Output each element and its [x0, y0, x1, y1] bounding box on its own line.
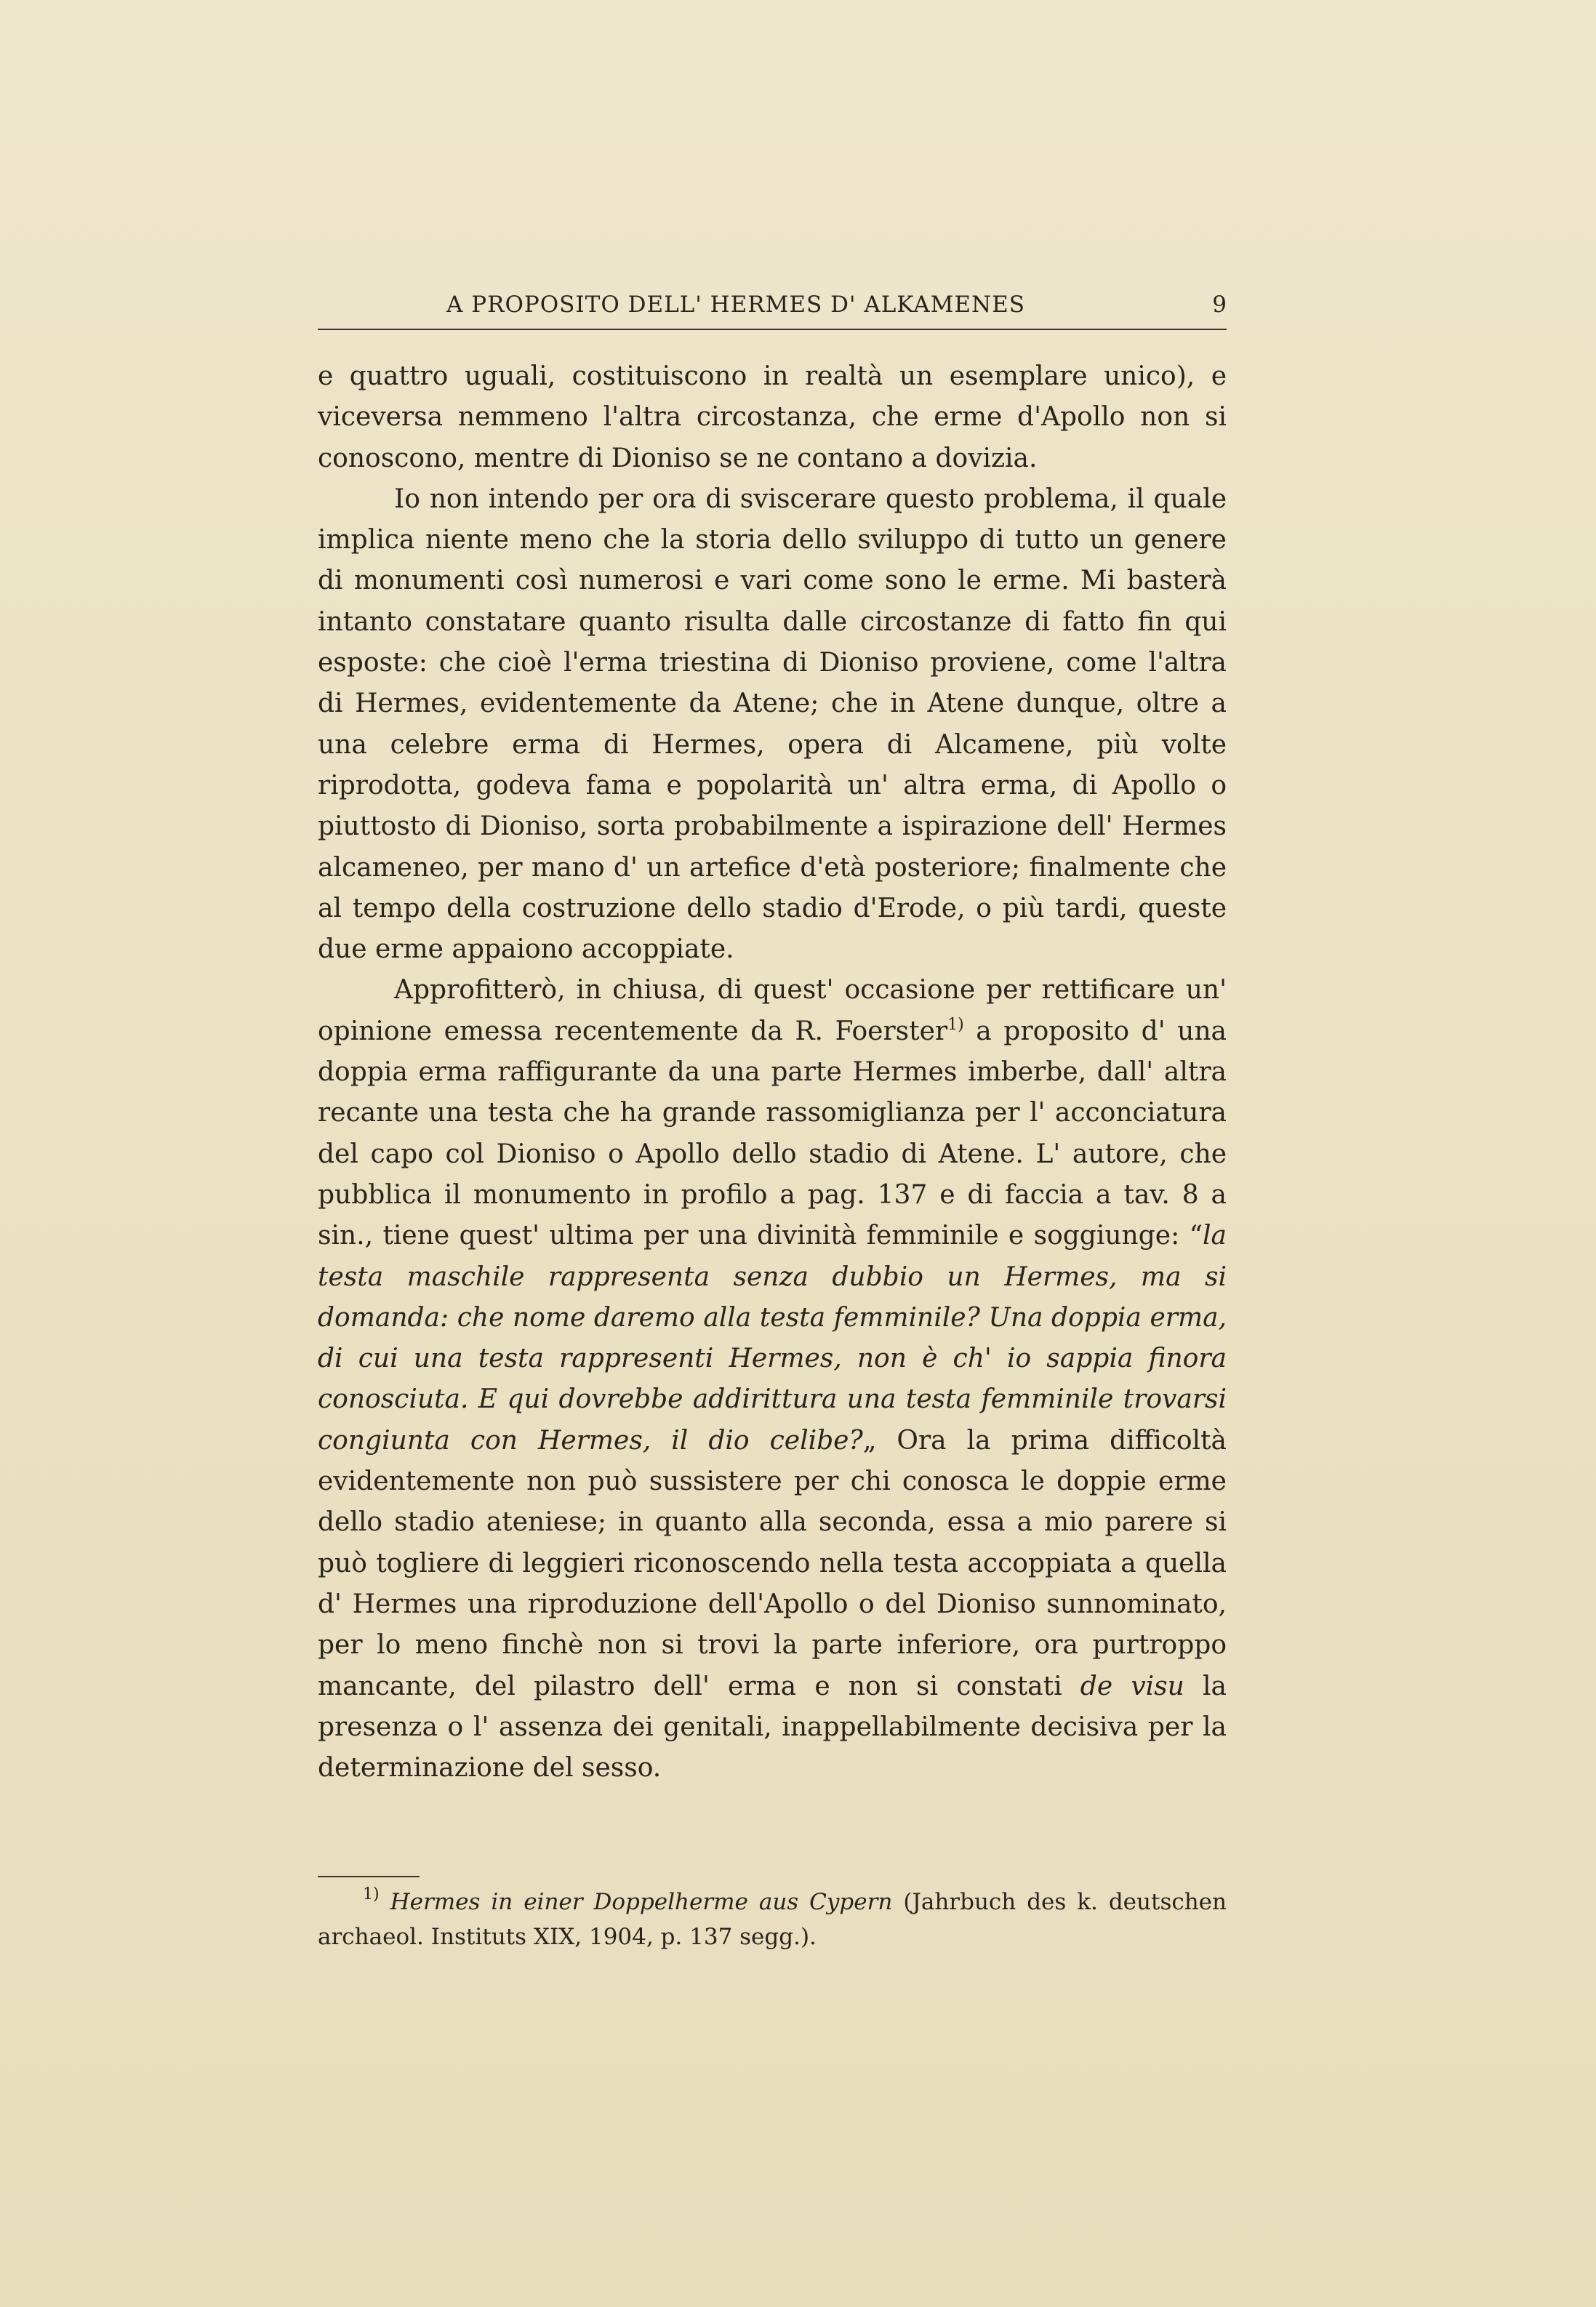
footnote-title: Hermes in einer Doppelherme aus Cypern	[390, 1889, 893, 1915]
body-text	[318, 356, 1227, 1789]
page-number: 9	[1212, 292, 1227, 318]
paragraph-1: e quattro uguali, costituiscono in realtà un esemplare unico), e viceversa nemmeno l'altra circostanza, che erme d'Apollo non si conoscono, mentre di Dioniso se ne contano a dovizia.	[318, 361, 1227, 473]
footnote-rule	[318, 1876, 420, 1877]
footnote-reference: 1)	[947, 1015, 964, 1034]
footnote-citation: (Jahrbuch des k. deutschen archaeol. Instituts XIX, 1904, p. 137 segg.).	[318, 1889, 1227, 1950]
paragraph-3	[318, 970, 1227, 1789]
footnote-marker: 1)	[363, 1885, 380, 1903]
paragraph-3-part-d: la presenza o l' assenza dei genitali, inappellabilmente decisiva per la determinazione del sesso.	[318, 1671, 1227, 1784]
running-title: A PROPOSITO DELL' HERMES D' ALKAMENES	[446, 292, 1025, 318]
paragraph-3-part-b: a proposito d' una doppia erma raffigurante da una parte Hermes imberbe, dall' altra recante una testa che ha grande rassomiglianza per l' acconciatura del capo col Dioniso o Apollo dello stadio di Atene. L' autore, che pubblica il monumento in profilo a pag. 137 e di faccia a tav. 8 a sin., tiene quest' ultima per una divinità femminile e soggiunge: “	[318, 1016, 1227, 1251]
paragraph-3-part-a: Approfitterò, in chiusa, di quest' occasione per rettificare un' opinione emessa recentemente da R. Foerster	[318, 975, 1227, 1046]
paragraph-3-part-c: „ Ora la prima difficoltà evidentemente non può sussistere per chi conosca le doppie erme dello stadio ateniese; in quanto alla seconda, essa a mio parere si può togliere di leggieri riconoscendo nella testa accoppiata a quella d' Hermes una riproduzione dell'Apollo o del Dioniso sunnominato, per lo meno finchè non si trovi la parte inferiore, ora purtroppo mancante, del pilastro dell' erma e non si constati	[318, 1425, 1227, 1701]
footnote	[318, 1885, 1227, 1954]
foerster-quotation: la testa maschile rappresenta senza dubbio un Hermes, ma si domanda: che nome daremo alla testa femminile? Una doppia erma, di cui una testa rappresenti Hermes, non è ch' io sappia finora conosciuta. E qui dovrebbe addirittura una testa femminile trovarsi congiunta con Hermes, il dio celibe?	[318, 1221, 1227, 1456]
header-rule	[318, 329, 1227, 330]
paragraph-2: Io non intendo per ora di sviscerare questo problema, il quale implica niente meno che la storia dello sviluppo di tutto un genere di monumenti così numerosi e vari come sono le erme. Mi basterà intanto constatare quanto risulta dalle circostanze di fatto fin qui esposte: che cioè l'erma triestina di Dioniso proviene, come l'altra di Hermes, evidentemente da Atene; che in Atene dunque, oltre a una celebre erma di Hermes, opera di Alcamene, più volte riprodotta, godeva fama e popolarità un' altra erma, di Apollo o piuttosto di Dioniso, sorta probabilmente a ispirazione dell' Hermes alcameneo, per mano d' un artefice d'età posteriore; finalmente che al tempo della costruzione dello stadio d'Erode, o più tardi, queste due erme appaiono accoppiate.	[318, 484, 1227, 965]
de-visu-phrase: de visu	[1080, 1671, 1184, 1701]
running-header	[318, 287, 1227, 325]
